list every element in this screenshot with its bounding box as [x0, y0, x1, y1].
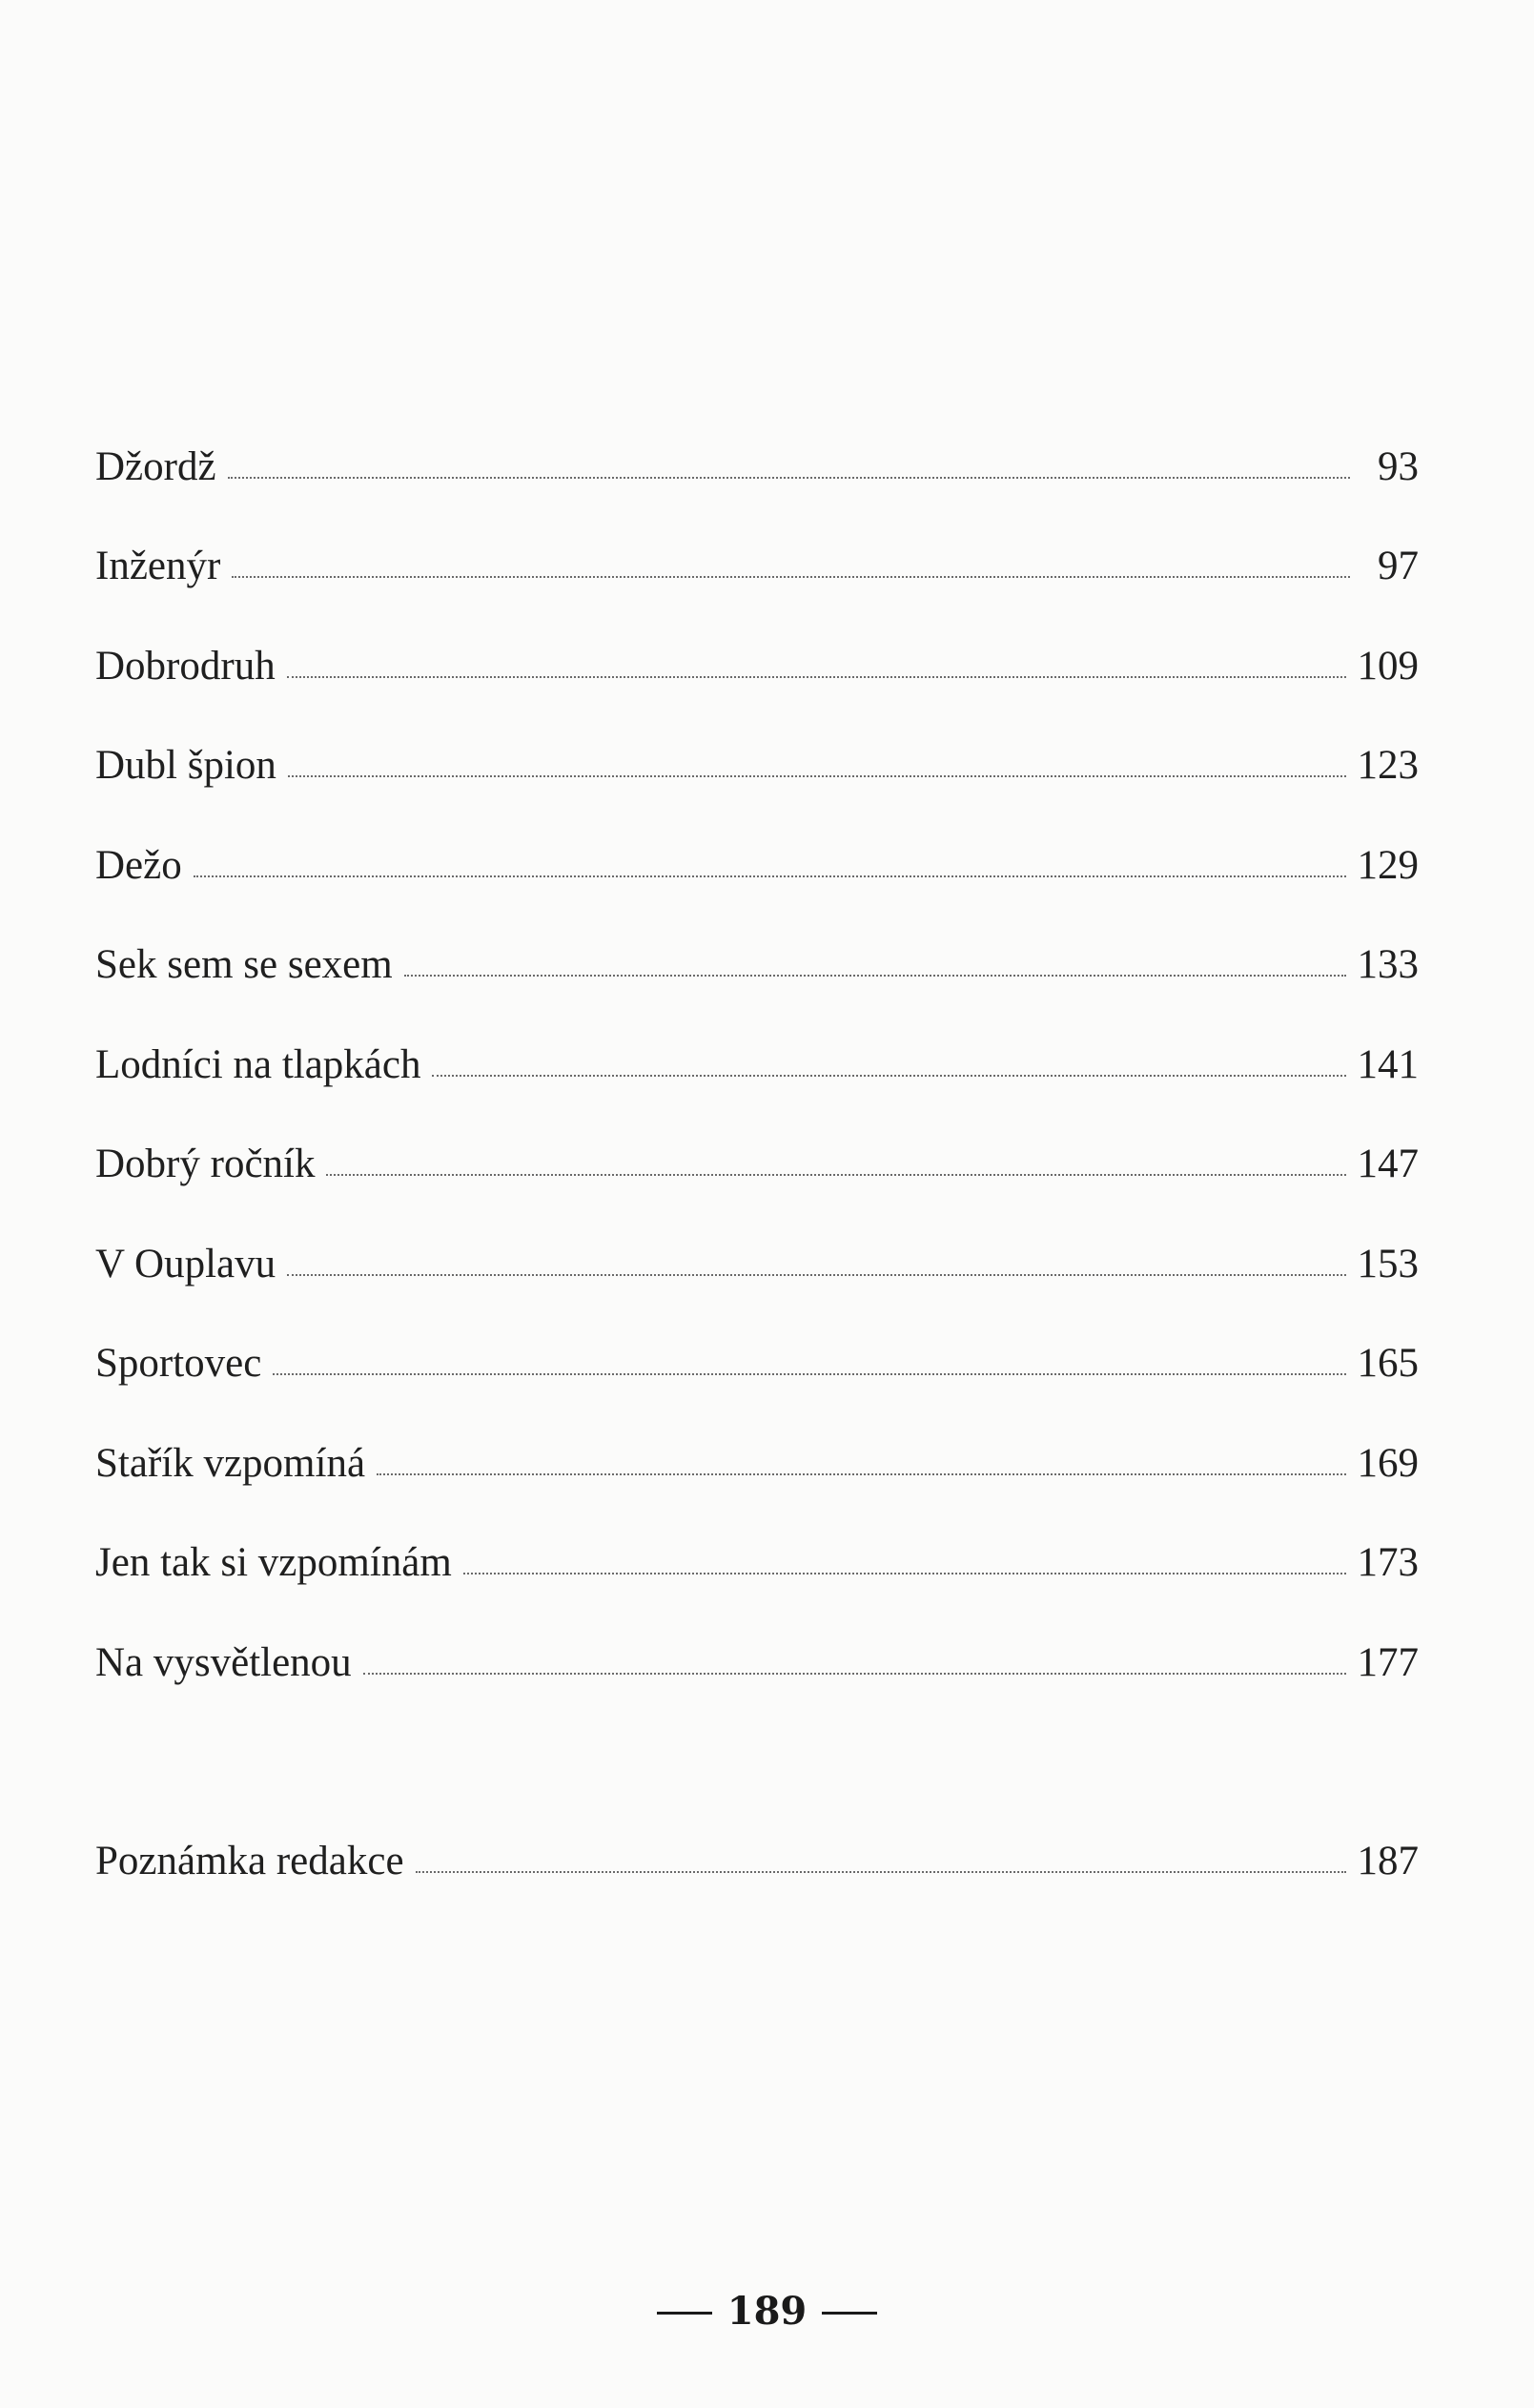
toc-entry-title: Na vysvětlenou: [95, 1640, 352, 1685]
toc-entry: [95, 640, 1419, 693]
dot-leader: [404, 975, 1346, 977]
dot-leader: [194, 875, 1346, 877]
toc-entry: [95, 739, 1419, 792]
toc-entry: [95, 1138, 1419, 1191]
toc-entry: [95, 1835, 1419, 1888]
dot-leader: [232, 576, 1350, 578]
toc-entry: [95, 1437, 1419, 1491]
toc-entry: [95, 938, 1419, 992]
toc-entry-page: 93: [1378, 444, 1419, 489]
folio-dash-left: [657, 2312, 712, 2315]
dot-leader: [432, 1075, 1345, 1077]
toc-entry-page: 141: [1357, 1042, 1419, 1087]
toc-entry-page: 109: [1357, 644, 1419, 689]
dot-leader: [363, 1673, 1346, 1675]
folio-dash-right: [822, 2312, 877, 2315]
toc-entry: [95, 540, 1419, 593]
toc-entry-title: Sek sem se sexem: [95, 942, 393, 987]
toc-entry-page: 147: [1357, 1142, 1419, 1186]
dot-leader: [377, 1473, 1345, 1475]
dot-leader: [416, 1871, 1346, 1873]
dot-leader: [287, 1274, 1345, 1276]
toc-entry-page: 129: [1357, 843, 1419, 888]
toc-entry: [95, 839, 1419, 893]
toc-entry-page: 165: [1357, 1341, 1419, 1386]
toc-entry-title: Poznámka redakce: [95, 1839, 404, 1883]
toc-entry-page: 97: [1378, 544, 1419, 588]
toc-entry: [95, 1636, 1419, 1690]
dot-leader: [463, 1573, 1346, 1574]
toc-entry: [95, 441, 1419, 494]
toc-entry-page: 173: [1357, 1540, 1419, 1585]
toc-entry-page: 169: [1357, 1441, 1419, 1486]
toc-entry: [95, 1238, 1419, 1291]
dot-leader: [326, 1174, 1345, 1176]
toc-entry: [95, 1337, 1419, 1390]
dot-leader: [273, 1373, 1345, 1375]
toc-entry: [95, 1039, 1419, 1092]
toc-entry-title: Dobrý ročník: [95, 1142, 316, 1186]
page-folio: [0, 2285, 1534, 2338]
toc-entry-title: Inženýr: [95, 544, 221, 588]
toc-entry-page: 177: [1357, 1640, 1419, 1685]
toc-entry-page: 133: [1357, 942, 1419, 987]
toc-entry-title: Lodníci na tlapkách: [95, 1042, 421, 1087]
page-number: 189: [726, 2289, 808, 2334]
toc-entry-title: Sportovec: [95, 1341, 262, 1386]
toc-entry: [95, 1536, 1419, 1590]
toc-entry-title: Dežo: [95, 843, 182, 888]
dot-leader: [288, 775, 1346, 777]
toc-entry-title: V Ouplavu: [95, 1242, 276, 1286]
toc-entry-title: Dobrodruh: [95, 644, 276, 689]
toc-entry-title: Džordž: [95, 444, 216, 489]
toc-entry-title: Stařík vzpomíná: [95, 1441, 366, 1486]
dot-leader: [228, 477, 1350, 479]
dot-leader: [287, 676, 1346, 678]
toc-entry-page: 123: [1357, 743, 1419, 788]
toc-entry-page: 153: [1357, 1242, 1419, 1286]
toc-entry-page: 187: [1357, 1839, 1419, 1883]
toc-entry-title: Jen tak si vzpomínám: [95, 1540, 452, 1585]
toc-entry-title: Dubl špion: [95, 743, 276, 788]
